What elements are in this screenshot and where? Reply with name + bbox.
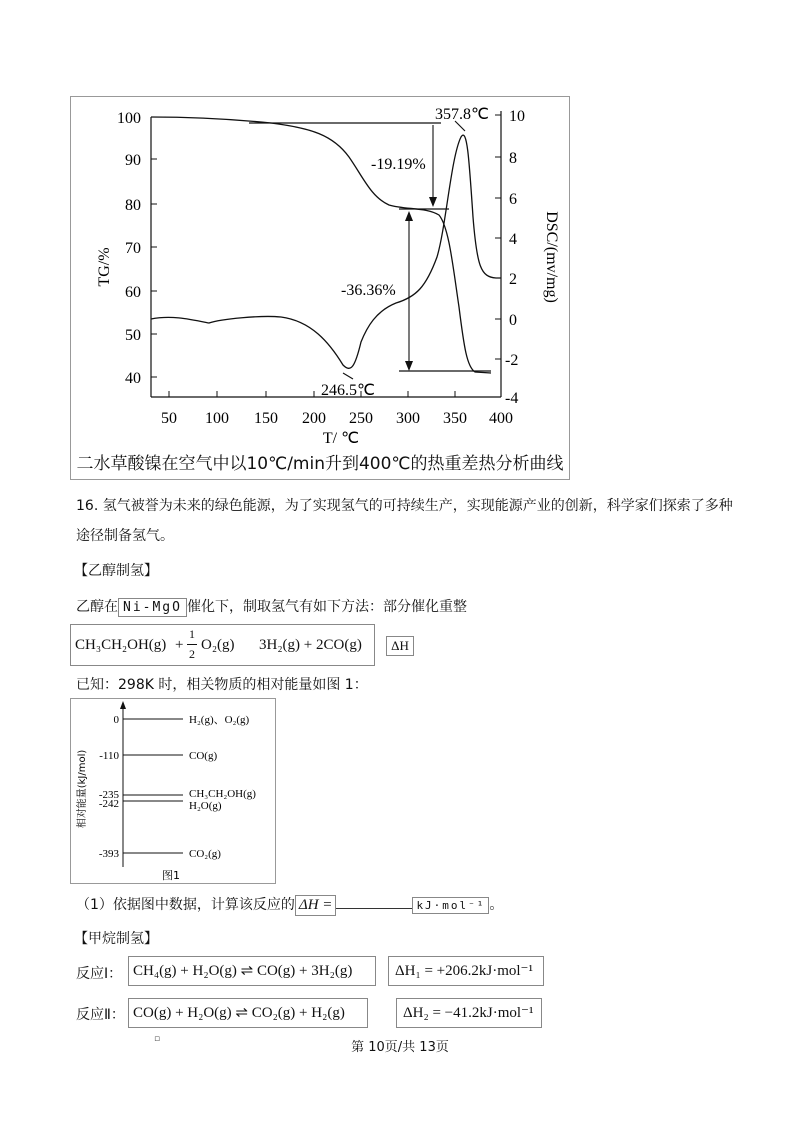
dsc-tick: -2: [505, 352, 519, 369]
temp-tick: 100: [205, 410, 229, 427]
valley-arrow: [343, 373, 353, 379]
loss2-annotation: -36.36%: [341, 282, 396, 299]
fraction-bar: [187, 644, 197, 645]
reaction-1-equation: CH₄(g) + H₂O(g) ⇌ CO(g) + 3H₂(g): [128, 956, 376, 986]
valley-annotation: 246.5℃: [321, 382, 375, 399]
section-heading-ethanol: 【乙醇制氢】: [74, 563, 158, 579]
energy-axis-arrow: [120, 701, 126, 709]
tg-axis-label: TG/%: [96, 247, 113, 287]
loss2-arrowhead-down: [405, 361, 413, 371]
level-label: CO₂(g): [189, 848, 221, 860]
tg-tick: 90: [125, 152, 141, 169]
temp-tick: 350: [443, 410, 467, 427]
reaction-1-label: 反应Ⅰ：: [76, 966, 123, 982]
level-value: -393: [98, 848, 119, 860]
level-label: H₂O(g): [189, 800, 222, 812]
level-value: -242: [98, 798, 119, 810]
figure2-caption: 图1: [162, 869, 180, 882]
reaction-2-delta-h: ΔH₂ = −41.2kJ·mol⁻¹: [396, 998, 542, 1028]
energy-axis-label: 相对能量(kJ/mol): [77, 749, 88, 829]
dsc-tick: 4: [509, 231, 517, 248]
peak-annotation: 357.8℃: [435, 106, 489, 123]
intro-line: [76, 596, 467, 617]
section-heading-methane: 【甲烷制氢】: [74, 931, 158, 947]
level-value: 0: [113, 714, 119, 726]
loss1-annotation: -19.19%: [371, 156, 426, 173]
x-axis-label: T/ ℃: [322, 430, 360, 447]
main-reaction-box: [70, 624, 375, 666]
energy-level-plot: [71, 699, 275, 883]
tg-dsc-plot: [71, 97, 569, 447]
temp-tick: 50: [161, 410, 177, 427]
catalyst-box: Ni-MgO: [118, 598, 187, 617]
q1-delta-h-box: ΔH =: [295, 895, 337, 916]
tg-tick: 60: [125, 284, 141, 301]
coef-denominator: 2: [189, 647, 195, 661]
delta-h-box: ΔH: [386, 636, 414, 656]
loss2-arrowhead-up: [405, 211, 413, 221]
dsc-tick: -4: [505, 390, 519, 407]
dsc-tick: 2: [509, 271, 517, 288]
reactant-ethanol: CH₃CH₂OH(g): [75, 637, 167, 653]
q1-unit-box: kJ·mol⁻¹: [412, 897, 489, 914]
reaction-1-delta-h: ΔH₁ = +206.2kJ·mol⁻¹: [388, 956, 544, 986]
coef-numerator: 1: [189, 627, 195, 641]
q1-end: 。: [489, 897, 504, 913]
energy-level-figure: [70, 698, 276, 884]
known-line: 已知：298K 时，相关物质的相对能量如图 1：: [76, 677, 368, 693]
temp-tick: 400: [489, 410, 513, 427]
tg-tick: 70: [125, 240, 141, 257]
page-footer: 第 10页/共 13页: [351, 1040, 449, 1055]
dsc-tick: 8: [509, 150, 517, 167]
reaction-2-equation: CO(g) + H₂O(g) ⇌ CO₂(g) + H₂(g): [128, 998, 368, 1028]
reactant-oxygen: O₂(g): [201, 637, 235, 653]
dsc-tick: 10: [509, 108, 525, 125]
intro-prefix: 乙醇在: [76, 599, 118, 615]
question-16-line1: 16. 氢气被誉为未来的绿色能源，为了实现氢气的可持续生产，实现能源产业的创新，科学家们探索了多种: [76, 498, 733, 514]
reaction-2-label: 反应Ⅱ：: [76, 1007, 125, 1023]
tg-dsc-figure: [70, 96, 570, 480]
temp-tick: 300: [396, 410, 420, 427]
loss1-arrowhead: [429, 197, 437, 207]
temp-tick: 200: [302, 410, 326, 427]
tg-tick: 50: [125, 327, 141, 344]
level-label: CH₃CH₂OH(g): [189, 788, 256, 800]
question-1-line: [76, 894, 503, 916]
tg-tick: 40: [125, 370, 141, 387]
dsc-tick: 6: [509, 191, 517, 208]
level-value: -110: [99, 750, 119, 762]
tg-tick: 100: [117, 110, 141, 127]
dsc-axis-label: DSC/(mv/mg): [543, 211, 560, 303]
temp-tick: 250: [349, 410, 373, 427]
dsc-tick: 0: [509, 312, 517, 329]
level-value: -235: [98, 789, 119, 801]
tg-tick: 80: [125, 197, 141, 214]
dsc-curve: [151, 135, 501, 368]
products: 3H₂(g) + 2CO(g): [259, 637, 362, 653]
level-label: H₂(g)、O₂(g): [189, 714, 250, 726]
answer-blank[interactable]: [336, 896, 412, 909]
small-mark: ▫: [154, 1034, 161, 1044]
plus-sign: +: [175, 637, 184, 653]
q1-prefix: （1）依据图中数据，计算该反应的: [76, 897, 295, 913]
figure-caption: 二水草酸镍在空气中以10℃/min升到400℃的热重差热分析曲线: [76, 454, 564, 474]
intro-suffix: 催化下，制取氢气有如下方法：部分催化重整: [186, 599, 467, 615]
temp-tick: 150: [254, 410, 278, 427]
level-label: CO(g): [189, 750, 218, 762]
question-16-line2: 途径制备氢气。: [76, 528, 174, 544]
